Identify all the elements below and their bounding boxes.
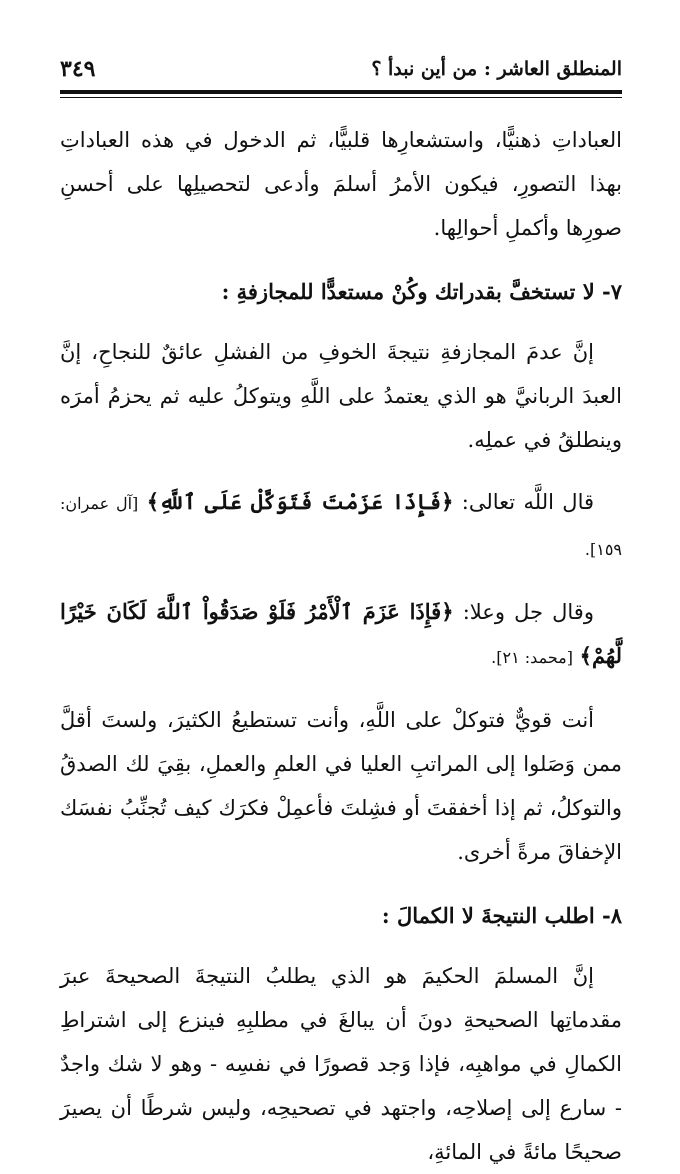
page-header	[60, 52, 622, 86]
section-heading-7: ٧- لا تستخفَّ بقدراتك وكُنْ مستعدًّا للمجازفةِ :	[221, 279, 622, 304]
quran-verse: ﴿فَإِذَا عَزَمْتَ فَتَوَكَّلْ عَلَى ٱللَّهِ﴾	[146, 489, 454, 514]
quote-intro: قال اللَّه تعالى:	[461, 490, 595, 514]
verse-reference: [آل عمران: ١٥٩].	[60, 494, 622, 559]
header-rule-thin	[60, 97, 622, 98]
running-title: المنطلق العاشر : من أين نبدأ ؟	[371, 58, 622, 80]
paragraph-risk: إنَّ عدمَ المجازفةِ نتيجةَ الخوفِ من الفشلِ عائقٌ للنجاحِ، إنَّ العبدَ الربانيَّ هو الذي يعتمدُ على اللَّهِ ويتوكلُ عليه ثم يحزمُ أمرَه وينطلقُ في عملِه.	[60, 340, 622, 452]
quran-quote-2	[60, 590, 622, 680]
page-body	[60, 118, 622, 1174]
verse-reference: [محمد: ٢١].	[491, 648, 573, 667]
quran-quote-1	[60, 480, 622, 572]
paragraph-tawakkul: أنت قويٌّ فتوكلْ على اللَّهِ، وأنت تستطيعُ الكثيرَ، ولستَ أقلَّ ممن وَصَلوا إلى المراتبِ العليا في العلمِ والعملِ، بقِيَ لك الصدقُ والتوكلُ، ثم إذا أخفقتَ أو فشِلتَ فأعمِلْ فكرَك كيف تُجنِّبُ نفسَك الإخفاقَ مرةً أخرى.	[60, 708, 622, 864]
page-number: ٣٤٩	[60, 56, 96, 82]
paragraph-continuation: العباداتِ ذهنيًّا، واستشعارِها قلبيًّا، ثم الدخول في هذه العباداتِ بهذا التصورِ، فيكون الأمرُ أسلمَ وأدعى لتحصيلِها على أحسنِ صورِها وأكملِ أحوالِها.	[60, 128, 622, 240]
quote-intro: وقال جل وعلا:	[462, 600, 594, 624]
header-rule-thick	[60, 90, 622, 94]
paragraph-result: إنَّ المسلمَ الحكيمَ هو الذي يطلبُ النتيجةَ الصحيحةَ عبرَ مقدماتِها الصحيحةِ دونَ أن يبالغَ في مطلبِهِ فينزع إلى اشتراطِ الكمالِ في مواهبِه، فإذا وَجد قصورًا في نفسِه - وهو لا شك واجدٌ - سارع إلى إصلاحِه، واجتهد في تصحيحِه، وليس شرطًا أن يصيرَ صحيحًا مائةً في المائةِ،	[60, 964, 622, 1164]
quran-verse: ﴿فَإِذَا عَزَمَ ٱلْأَمْرُ فَلَوْ صَدَقُواْ ٱللَّهَ لَكَانَ خَيْرًا لَّهُمْ﴾	[60, 599, 622, 668]
section-heading-8: ٨- اطلب النتيجةَ لا الكمالَ :	[381, 903, 622, 928]
